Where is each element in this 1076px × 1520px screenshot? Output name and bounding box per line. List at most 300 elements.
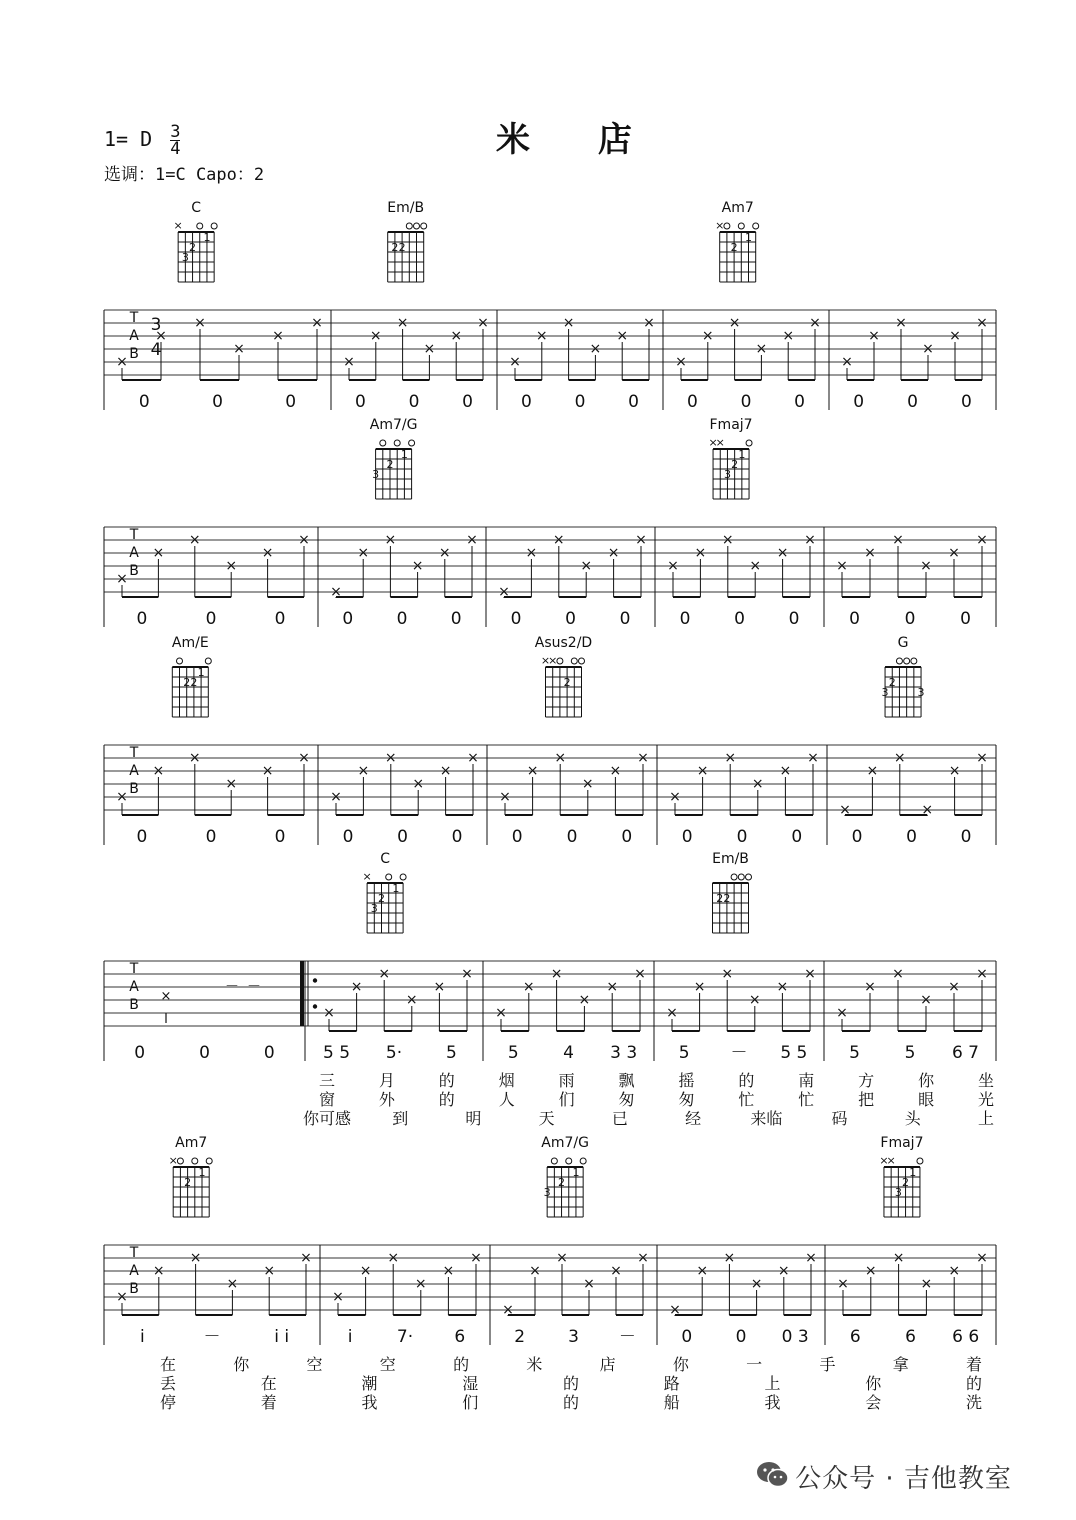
open-string-mark [206,1158,212,1164]
tab-note-x: × [728,315,741,331]
watermark [756,1458,1012,1495]
tab-note-x: × [556,1250,568,1266]
jianpu-note: 0 [462,392,473,412]
finger-number: 2 [730,241,738,254]
lyric-syllable: 潮 [361,1374,378,1393]
lyric-syllable: 三 [318,1071,336,1090]
lyric-syllable: 经 [685,1109,702,1128]
rest-dash: － [225,979,239,995]
jianpu-note: 4 [563,1043,574,1063]
tab-clef-A: A [129,979,139,995]
measure [839,635,988,847]
tab-note-x: × [976,966,988,982]
open-string-mark [731,874,737,880]
jianpu-note: 0 [136,827,148,847]
jianpu-note: 0 [285,392,297,412]
lyric-syllable: 天 [538,1109,555,1128]
capo-info: 选调：1=C Capo：2 [104,165,265,185]
open-string-mark [192,1158,198,1164]
tab-note-x: × [522,979,535,995]
tab-note-x: × [412,776,425,792]
muted-string-mark: × [715,219,725,232]
lyric-syllable: 会 [865,1393,882,1412]
tab-note-x: × [311,315,323,331]
tab-note-x: × [866,763,879,779]
tab-note-x: × [581,776,594,792]
lyric-syllable: 我 [764,1393,781,1412]
repeat-dot [313,1004,317,1008]
measure [836,532,988,629]
muted-string-mark: × [548,654,558,667]
jianpu-note: 0 [274,609,286,629]
measure [116,200,323,412]
tab-note-x: × [807,750,819,766]
tab-note-x: × [583,1276,595,1292]
lyric-syllable: 到 [392,1109,409,1128]
lyric-syllable: 上 [764,1374,781,1393]
lyric-syllable: 忙 [738,1090,755,1109]
jianpu-note: 0 [450,609,462,629]
jianpu-note: 0 [906,827,917,847]
tab-note-x: × [666,1005,678,1021]
jianpu-note: 0 [960,827,972,847]
tab-note-x: × [357,763,370,779]
lyric-syllable: 米 [526,1355,543,1374]
jianpu-note: 0 [451,827,463,847]
tab-clef-B: B [129,1281,139,1297]
measure [330,750,479,847]
lyric-syllable: 光 [977,1090,995,1109]
system-4 [104,851,996,1128]
open-string-mark [571,658,577,664]
tab-clef-A: A [129,328,139,344]
key-label: 1= D [104,127,153,151]
measure [841,315,988,412]
jianpu-note: 5· [385,1043,403,1063]
lyric-syllable: 窗 [318,1090,336,1109]
finger-number: 2 [184,1176,192,1189]
finger-number: 2 [716,892,724,905]
finger-number: 2 [386,458,394,471]
finger-number: 2 [190,676,198,689]
jianpu-note: 0 [574,392,586,412]
measure [495,966,646,1063]
tab-note-x: × [116,789,128,805]
tab-note-x: × [948,979,960,995]
lyric-syllable: 的 [438,1071,455,1090]
jianpu-note: 0 [687,392,698,412]
lyric-syllable: 上 [977,1109,995,1128]
tab-clef-A: A [129,763,139,779]
tab-note-x: × [723,1250,736,1266]
jianpu-note: － [203,1327,221,1347]
jianpu-note: 5 5 [323,1043,351,1063]
tab-clef-T: T [129,527,139,543]
jianpu-note: － [730,1043,748,1063]
jianpu-note: 0 [521,392,532,412]
jianpu-note: 0 [735,1327,747,1347]
finger-number: 2 [888,676,896,689]
finger-number: 3 [543,1186,551,1199]
jianpu-note: 3 [568,1327,579,1347]
muted-string-mark: × [540,654,551,667]
tab-note-x: × [721,532,734,548]
tab-note-x: × [892,966,904,982]
tab-note-x: × [116,1289,128,1305]
jianpu-note: 0 [788,609,800,629]
open-string-mark [911,658,917,664]
jianpu-note: 0 [621,827,633,847]
finger-number: 3 [881,686,889,699]
open-string-mark [197,223,203,229]
tab-note-x: × [369,328,382,344]
finger-number: 3 [723,468,731,481]
lyric-syllable: 你 [672,1355,689,1374]
lyric-syllable: 空 [306,1355,323,1374]
tab-note-x: × [921,802,934,818]
rest-dash: － [247,979,261,995]
tab-note-x: × [776,545,789,561]
lyric-syllable: 的 [562,1374,580,1393]
tab-note-x: × [895,315,907,331]
jianpu-note: 0 [849,609,860,629]
tab-note-x: × [837,1276,849,1292]
finger-number: 1 [197,666,205,679]
system-5 [104,1135,996,1412]
tab-note-x: × [721,966,734,982]
jianpu-note: 0 [566,827,578,847]
finger-number: 1 [572,1166,580,1179]
tab-note-x: × [470,1250,482,1266]
jianpu-note: 0 [740,392,752,412]
measure [134,979,275,1063]
tab-note-x: × [696,1263,709,1279]
tab-note-x: × [499,789,511,805]
finger-number: 3 [372,468,380,481]
tab-clef-B: B [129,346,139,362]
jianpu-note: 0 [408,392,420,412]
jianpu-note: 0 [794,392,805,412]
tab-clef-T: T [129,310,139,326]
measure [116,532,310,629]
tab-note-x: × [749,558,762,574]
lyric-syllable: 你 [233,1355,250,1374]
lyric-syllable: 烟 [498,1071,515,1090]
lyric-syllable: 着 [965,1355,983,1374]
tab-note-x: × [779,763,792,779]
jianpu-note: i [347,1327,353,1347]
open-string-mark [177,1158,183,1164]
tab-note-x: × [502,1302,514,1318]
lyric-syllable: 船 [663,1393,680,1412]
jianpu-note: 0 [134,1043,146,1063]
lyric-syllable: 人 [498,1090,515,1109]
tab-note-x: × [552,532,565,548]
tab-note-x: × [225,776,238,792]
finger-number: 1 [203,231,211,244]
jianpu-note: 7· [396,1327,414,1347]
jianpu-note: i [139,1327,145,1347]
tab-note-x: × [194,315,206,331]
tab-clef-T: T [129,961,139,977]
finger-number: 3 [894,1186,902,1199]
open-string-mark [551,1158,557,1164]
finger-number: 2 [189,241,197,254]
tab-note-x: × [839,802,851,818]
tab-note-x: × [578,992,591,1008]
tab-note-x: × [920,1276,933,1292]
tab-note-x: × [298,750,310,766]
time-signature: $\frac{3}{4}$ [170,122,181,159]
tab-note-x: × [922,341,934,357]
system-3 [104,635,996,847]
lyric-syllable: 雨 [558,1071,575,1090]
tab-note-x: × [864,1263,877,1279]
open-string-mark [738,874,744,880]
finger-number: 2 [558,1176,566,1189]
tab-note-x: × [433,979,446,995]
tab-note-x: × [748,992,761,1008]
jianpu-note: 0 [628,392,639,412]
tab-clef-B: B [129,563,139,579]
open-string-mark [394,440,400,446]
tab-note-x: × [893,750,906,766]
tab-note-x: × [384,532,397,548]
jianpu-note: 6 7 [951,1043,980,1063]
jianpu-note: 0 [681,827,693,847]
tab-note-x: × [724,750,737,766]
jianpu-note: 5 [904,1043,916,1063]
jianpu-note: 0 [619,609,631,629]
chord-name: C [191,200,202,216]
tab-note-x: × [525,545,538,561]
measure [669,1250,817,1347]
chord-name: Am7 [175,1135,208,1151]
jianpu-note: 0 [138,392,150,412]
jianpu-note: 5 [446,1043,457,1063]
tab-note-x: × [610,1263,622,1279]
finger-number: 2 [731,458,739,471]
finger-number: 2 [398,241,406,254]
chord-name: C [380,851,390,867]
open-string-mark [746,440,752,446]
jianpu-note: 0 [274,827,286,847]
measure [837,1135,988,1347]
tab-note-x: × [892,532,904,548]
tab-note-x: × [298,532,310,548]
tab-note-x: × [411,558,424,574]
jianpu-note: 0 [511,827,523,847]
tab-note-x: × [804,966,816,982]
tab-note-x: × [836,558,848,574]
tab-note-x: × [509,354,521,370]
measure [498,532,647,629]
measure [836,966,988,1063]
measure [330,417,478,629]
tab-note-x: × [343,354,355,370]
finger-number: 1 [400,448,408,461]
jianpu-note: 0 [791,827,803,847]
measure [302,851,473,1063]
tab-note-x: × [701,328,714,344]
jianpu-note: 0 [342,827,354,847]
tab-note-x: × [836,1005,848,1021]
tab-note-x: × [384,750,397,766]
tab-note-x: × [669,789,681,805]
tab-note-x: × [635,532,647,548]
tab-note-x: × [868,328,880,344]
system-1 [104,200,996,412]
lyric-syllable: 匆 [678,1090,695,1109]
measure [499,635,649,847]
measure [343,200,489,412]
lyric-syllable: 路 [663,1374,680,1393]
jianpu-note: 0 [565,609,576,629]
tab-note-x: × [637,750,649,766]
lyric-syllable: 在 [260,1374,277,1393]
lyrics-block [303,1071,994,1128]
tab-note-x: × [396,315,409,331]
tab-note-x: × [669,1302,681,1318]
jianpu-note: 0 [960,392,972,412]
open-string-mark [380,440,386,446]
open-string-mark [896,658,902,664]
tab-note-x: × [439,763,452,779]
tab-note-x: × [498,584,510,600]
open-string-mark [386,874,392,880]
jianpu-note: 0 [205,609,217,629]
jianpu-note: － [618,1327,636,1347]
tab-note-x: × [976,315,988,331]
jianpu-note: 0 [960,609,971,629]
jianpu-note: 0 [263,1043,275,1063]
muted-string-mark: × [362,870,372,883]
finger-number: 3 [181,251,189,264]
muted-string-mark: × [715,436,725,449]
muted-string-mark: × [168,1154,178,1167]
tab-note-x: × [160,989,172,1004]
tab-clef-T: T [129,745,139,761]
lyric-syllable: 你 [865,1374,882,1393]
finger-number: 3 [370,902,378,915]
tab-note-x: × [387,1250,400,1266]
tab-note-x: × [694,545,707,561]
jianpu-note: 0 [851,827,863,847]
lyric-syllable: 外 [378,1090,395,1109]
lyric-syllable: 明 [465,1109,482,1128]
tab-note-x: × [634,966,646,982]
tab-note-x: × [461,966,473,982]
tab-note-x: × [675,354,687,370]
tab-note-x: × [948,1263,961,1279]
tab-note-x: × [155,328,167,344]
jianpu-note: 0 [355,392,366,412]
tab-note-x: × [405,992,418,1008]
open-string-mark [753,223,759,229]
lyric-syllable: 你 [918,1071,935,1090]
open-string-mark [746,874,752,880]
tab-note-x: × [892,1250,905,1266]
finger-number: 1 [745,231,752,244]
tab-note-x: × [189,1250,202,1266]
open-string-mark [414,223,420,229]
tab-note-x: × [864,545,876,561]
open-string-mark [421,223,427,229]
jianpu-note: 0 [853,392,865,412]
tab-note-x: × [755,341,768,357]
jianpu-note: 6 [454,1327,466,1347]
tab-note-x: × [696,763,709,779]
jianpu-note: 0 [342,609,354,629]
tab-note-x: × [864,979,876,995]
tab-note-x: × [116,571,128,587]
repeat-dot [313,978,317,982]
lyrics-block [160,1355,982,1412]
system-2 [104,417,996,629]
measure [509,315,655,412]
lyric-syllable: 方 [858,1071,875,1090]
lyric-syllable: 南 [798,1071,815,1090]
jianpu-note: 0 [510,609,522,629]
lyric-syllable: 眼 [918,1090,935,1109]
finger-number: 2 [391,241,399,254]
lyric-syllable: 匆 [618,1090,635,1109]
measure [332,1250,482,1347]
finger-number: 1 [738,448,746,461]
measure [675,200,821,412]
tab-note-x: × [225,558,238,574]
tab-note-x: × [261,545,274,561]
tab-note-x: × [637,1250,649,1266]
jianpu-note: 6 [905,1327,916,1347]
tab-note-x: × [751,776,764,792]
tab-note-x: × [350,979,363,995]
lyric-syllable: 摇 [678,1071,695,1090]
tab-note-x: × [116,354,128,370]
chord-name: Fmaj7 [880,1135,924,1151]
jianpu-note: 0 [396,609,408,629]
measure [116,635,310,847]
jianpu-note: 5 [507,1043,519,1063]
tab-note-x: × [554,750,567,766]
lyric-syllable: 一 [746,1355,763,1374]
finger-number: 2 [563,676,571,689]
tab-note-x: × [359,1263,372,1279]
tab-note-x: × [323,1005,335,1021]
tab-note-x: × [466,532,478,548]
jianpu-note: 0 [212,392,223,412]
open-string-mark [400,874,406,880]
chord-name: Am/E [171,635,209,651]
jianpu-note: 0 [136,609,148,629]
jianpu-note: 5 [849,1043,860,1063]
finger-number: 1 [909,1166,917,1179]
tab-note-x: × [750,1276,763,1292]
tab-note-x: × [188,750,201,766]
tab-note-x: × [920,992,932,1008]
lyric-syllable: 在 [159,1355,177,1374]
jianpu-note: 0 [681,1327,693,1347]
tab-note-x: × [920,558,932,574]
lyric-syllable: 们 [558,1090,575,1109]
measure [666,851,816,1063]
tab-note-x: × [357,545,370,561]
finger-number: 1 [392,882,400,895]
chord-name: Asus2/D [534,635,593,651]
measure [669,750,819,847]
tab-note-x: × [188,532,201,548]
jianpu-note: 0 [734,609,745,629]
